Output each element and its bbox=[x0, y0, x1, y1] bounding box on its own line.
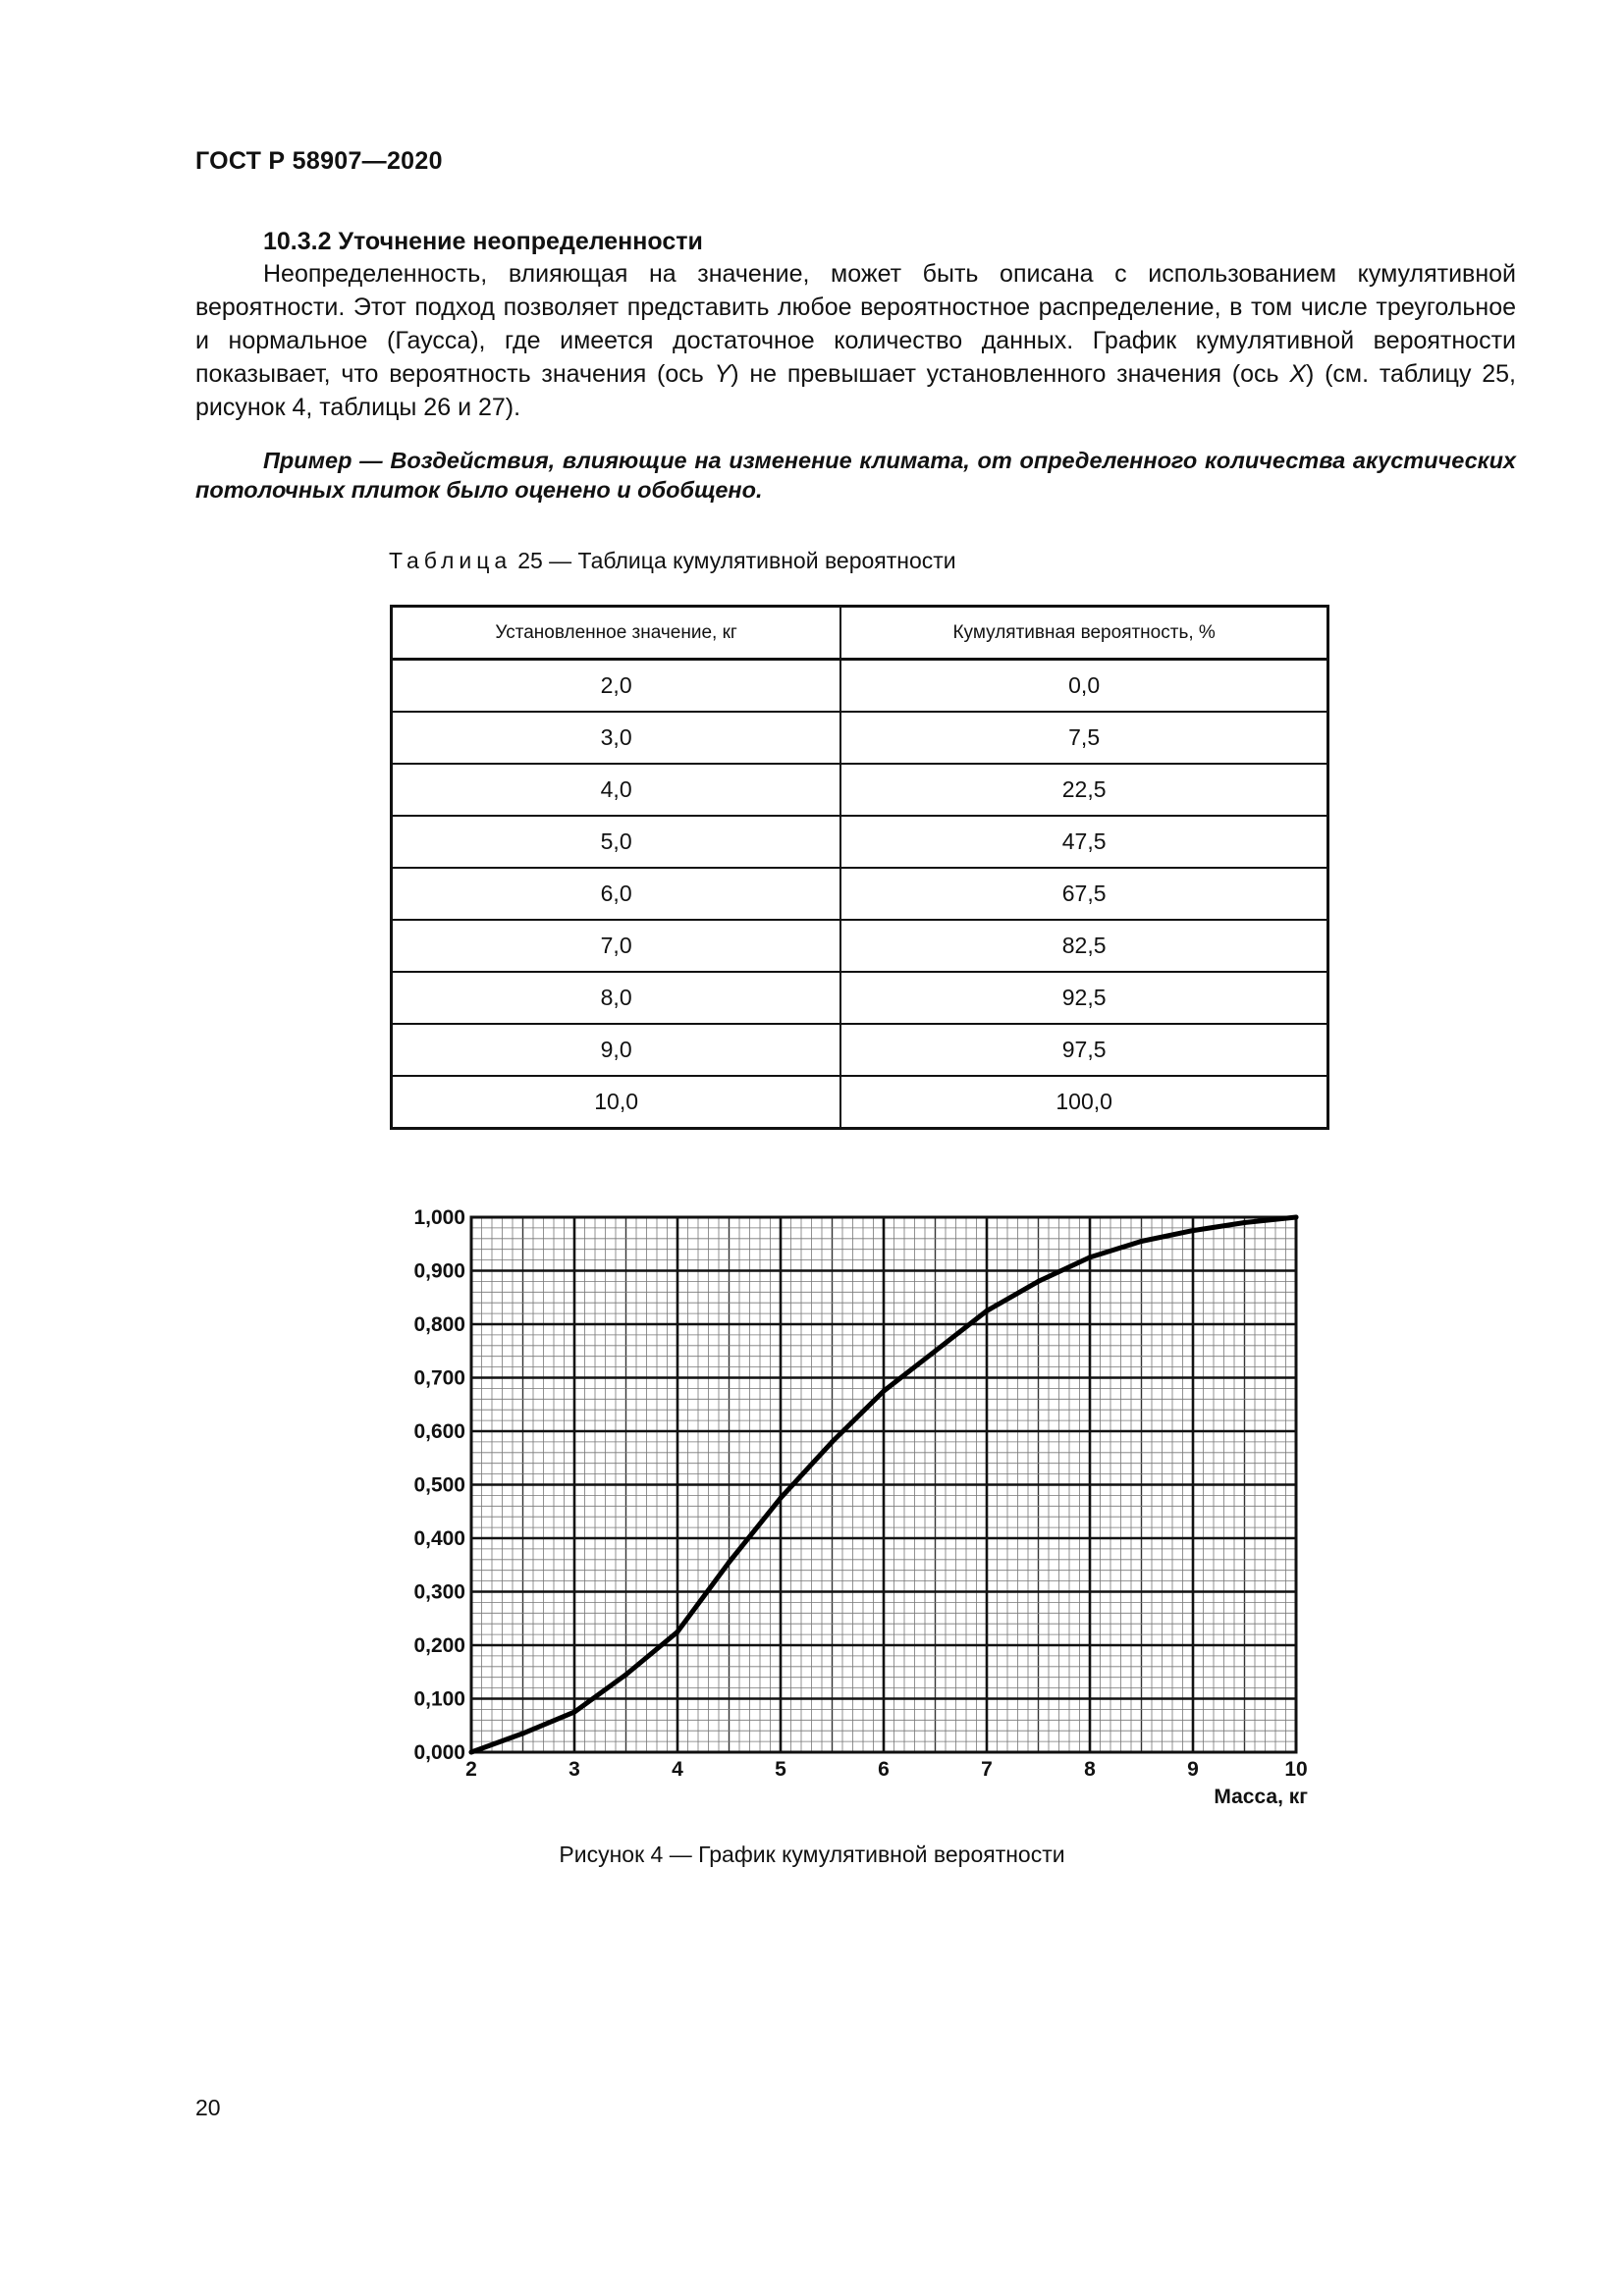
y-tick-label: 0,300 bbox=[413, 1580, 465, 1604]
data-point bbox=[1242, 1220, 1247, 1225]
example-paragraph: Пример — Воздействия, влияющие на изменение климата, от определенного количества акустических потолочных плиток было оценено и обобщено. bbox=[195, 448, 1516, 503]
page-number: 20 bbox=[195, 2095, 221, 2120]
table-row bbox=[392, 1076, 1328, 1129]
cell-probability: 67,5 bbox=[840, 868, 1327, 920]
y-tick-label: 1,000 bbox=[413, 1206, 465, 1229]
table-caption-prefix: Таблица bbox=[389, 548, 513, 573]
cumulative-probability-chart bbox=[373, 1188, 1326, 1816]
data-point bbox=[469, 1750, 474, 1755]
body-paragraph bbox=[195, 257, 1516, 424]
paragraph-text-part2: ) не превышает установленного значения (ось bbox=[731, 360, 1290, 388]
data-point bbox=[779, 1496, 784, 1501]
data-point bbox=[830, 1439, 835, 1444]
cell-value: 6,0 bbox=[392, 868, 841, 920]
data-point bbox=[1191, 1228, 1196, 1233]
document-code: ГОСТ Р 58907—2020 bbox=[195, 147, 443, 175]
column-header-value: Установленное значение, кг bbox=[392, 607, 841, 660]
cell-value: 10,0 bbox=[392, 1076, 841, 1129]
cell-value: 5,0 bbox=[392, 816, 841, 868]
cell-probability: 97,5 bbox=[840, 1024, 1327, 1076]
axis-x-letter: X bbox=[1289, 360, 1306, 388]
table-caption-text: 25 — Таблица кумулятивной вероятности bbox=[517, 548, 956, 573]
data-point bbox=[520, 1731, 525, 1735]
cell-value: 2,0 bbox=[392, 660, 841, 713]
data-point bbox=[572, 1710, 577, 1715]
y-tick-label: 0,700 bbox=[413, 1366, 465, 1390]
x-tick-label: 6 bbox=[878, 1758, 890, 1781]
cell-probability: 0,0 bbox=[840, 660, 1327, 713]
x-tick-label: 9 bbox=[1187, 1758, 1199, 1781]
section-heading: 10.3.2 Уточнение неопределенности bbox=[263, 228, 703, 255]
table-row bbox=[392, 816, 1328, 868]
cell-value: 8,0 bbox=[392, 972, 841, 1024]
x-tick-label: 4 bbox=[672, 1758, 683, 1781]
table-caption bbox=[389, 548, 956, 574]
table-row bbox=[392, 712, 1328, 764]
table-row bbox=[392, 1024, 1328, 1076]
data-point bbox=[1088, 1255, 1093, 1259]
cell-value: 4,0 bbox=[392, 764, 841, 816]
column-header-probability: Кумулятивная вероятность, % bbox=[840, 607, 1327, 660]
data-point bbox=[676, 1629, 680, 1634]
y-tick-label: 0,200 bbox=[413, 1634, 465, 1657]
paragraph-text-part1: Неопределенность, влияющая на значение, может быть описана с использованием кумулятивной вероятности. Этот подход позволяет представить любое вероятностное распределение, в том числе треугольное и нормальное (Гаусса), где имеется достаточное количество данных. График кумулятивной вероятности показывает, что вероятность значения (ось bbox=[195, 260, 1516, 388]
cell-value: 9,0 bbox=[392, 1024, 841, 1076]
data-point bbox=[985, 1308, 990, 1313]
y-tick-label: 0,800 bbox=[413, 1313, 465, 1336]
axis-y-letter: Y bbox=[714, 360, 731, 388]
x-tick-label: 7 bbox=[981, 1758, 993, 1781]
x-tick-label: 5 bbox=[775, 1758, 786, 1781]
y-tick-label: 0,600 bbox=[413, 1420, 465, 1443]
chart-x-tick-labels bbox=[465, 1758, 1308, 1781]
data-point bbox=[1294, 1215, 1299, 1220]
table-row bbox=[392, 920, 1328, 972]
x-tick-label: 2 bbox=[465, 1758, 477, 1781]
data-point bbox=[933, 1349, 938, 1354]
table-row bbox=[392, 660, 1328, 713]
chart-x-axis-label: Масса, кг bbox=[1214, 1786, 1308, 1808]
chart-y-tick-labels bbox=[413, 1206, 465, 1764]
cell-probability: 100,0 bbox=[840, 1076, 1327, 1129]
data-point bbox=[623, 1672, 628, 1677]
cell-probability: 47,5 bbox=[840, 816, 1327, 868]
data-point bbox=[1036, 1279, 1041, 1284]
cell-value: 7,0 bbox=[392, 920, 841, 972]
figure-caption: Рисунок 4 — График кумулятивной вероятности bbox=[559, 1842, 1065, 1867]
table-row bbox=[392, 868, 1328, 920]
table-row bbox=[392, 764, 1328, 816]
y-tick-label: 0,000 bbox=[413, 1741, 465, 1764]
cumulative-probability-table bbox=[390, 605, 1329, 1130]
cell-probability: 82,5 bbox=[840, 920, 1327, 972]
x-tick-label: 10 bbox=[1284, 1758, 1308, 1781]
data-point bbox=[727, 1560, 731, 1565]
cell-value: 3,0 bbox=[392, 712, 841, 764]
x-tick-label: 3 bbox=[568, 1758, 580, 1781]
paragraph-text-part3: ) (см. таблицу 25, рисунок 4, таблицы 26 и 27). bbox=[195, 360, 1516, 421]
table-row bbox=[392, 972, 1328, 1024]
data-point bbox=[1139, 1239, 1144, 1244]
y-tick-label: 0,500 bbox=[413, 1473, 465, 1497]
data-point bbox=[882, 1389, 887, 1394]
x-tick-label: 8 bbox=[1084, 1758, 1096, 1781]
y-tick-label: 0,400 bbox=[413, 1527, 465, 1550]
cell-probability: 7,5 bbox=[840, 712, 1327, 764]
cell-probability: 22,5 bbox=[840, 764, 1327, 816]
y-tick-label: 0,900 bbox=[413, 1259, 465, 1283]
table-header-row bbox=[392, 607, 1328, 660]
y-tick-label: 0,100 bbox=[413, 1687, 465, 1711]
cell-probability: 92,5 bbox=[840, 972, 1327, 1024]
